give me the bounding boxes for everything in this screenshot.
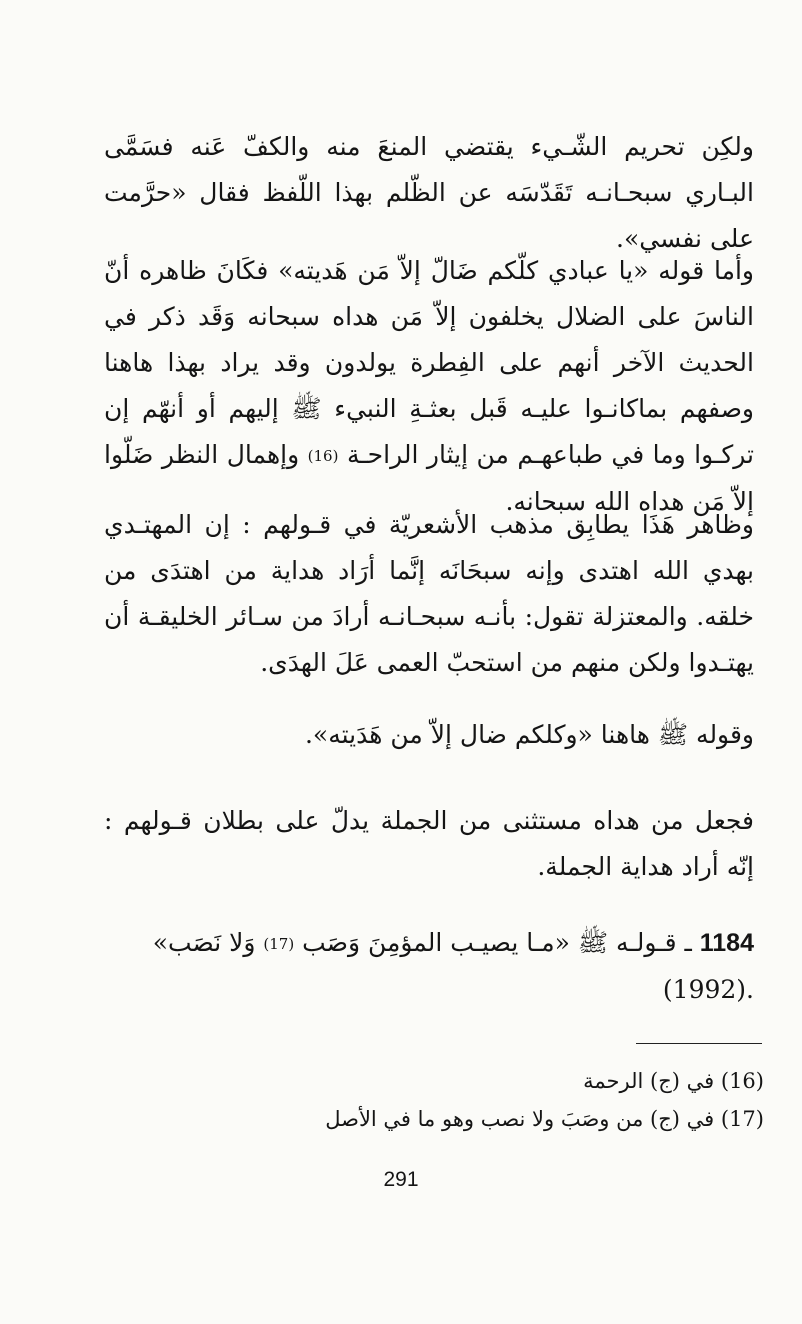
paragraph-2-body: وأما قوله «يا عبادي كلّكم ضَالّ إلاّ مَن هَديته» فكَانَ ظاهره أنّ الناسَ على الضلال يخلفون إلاّ مَن هداه سبحانه وَقَد ذكر في الحديث الآخر أنهم على الفِطرة يولدون وقد يراد بهذا هاهنا وصفهم بماكانـوا عليـه قَبل بعثـةِ النبيء ﷺ إليهم أو أنهّم إن تركـوا وما في طباعهـم من إيثار الراحـة	[104, 256, 755, 469]
footnote-marker-17: (17)	[263, 935, 295, 953]
footnote-16: (16) في (ج) الرحمة	[583, 1069, 764, 1093]
hadith-text-b: وَلا نَصَب»	[152, 928, 256, 957]
hadith-number: 1184	[699, 929, 754, 957]
paragraph-5: فجعل من هداه مستثنى من الجملة يدلّ على بطلان قـولهم : إنّه أراد هداية الجملة.	[104, 806, 754, 881]
paragraph-4: وقوله ﷺ هاهنا «وكلكم ضال إلاّ من هَدَيته».	[304, 720, 754, 749]
footnote-divider	[636, 1043, 762, 1044]
hadith-text-a: ـ قـولـه ﷺ «مـا يصيـب المؤمِنَ وَصَب	[302, 928, 692, 957]
paragraph-1: ولكِن تحريم الشّـيء يقتضي المنعَ منه والكفّ عَنه فسَمَّى البـاري سبحـانـه تَقَدّسَه عن الظّلم بهذا اللّفظ فقال «حرَّمت على نفسي».	[104, 132, 754, 253]
paragraph-3: وظاهر هَذَا يطابِق مذهب الأشعريّة في قـولهم : إن المهتـدي بهدي الله اهتدى وإنه سبحَانَه إنَّما أرَاد هداية من اهتدَى من خلقه. والمعتزلة تقول: بأنـه سبحـانـه أرادَ من سـائر الخليقـة أن يهتـدوا ولكن منهم من استحبّ العمى عَلَ الهدَى.	[104, 510, 754, 677]
hadith-reference: .(1992)	[662, 975, 754, 1004]
footnote-marker-16: (16)	[307, 447, 339, 465]
page-number: 291	[383, 1168, 419, 1191]
paragraph-2	[104, 248, 754, 525]
footnote-17: (17) في (ج) من وصَبَ ولا نصب وهو ما في الأصل	[325, 1107, 764, 1131]
paragraph-2-tail: وإهمال النظر ضَلّوا إلاّ مَن هداه الله سبحانه.	[104, 440, 754, 516]
hadith-entry	[104, 920, 754, 1013]
